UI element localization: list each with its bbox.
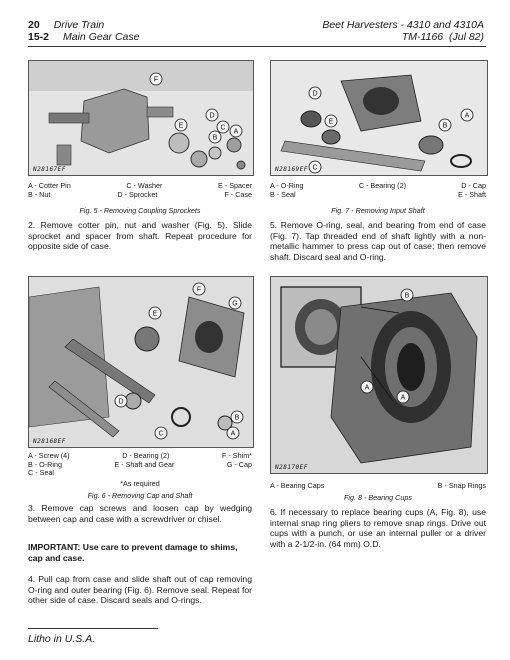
svg-text:F: F bbox=[153, 76, 159, 84]
fig7-legend bbox=[270, 182, 486, 199]
fig5-photo-id: N28167EF bbox=[33, 166, 66, 173]
svg-text:F: F bbox=[196, 286, 202, 294]
legend-item: E - Shaft and Gear bbox=[114, 459, 175, 469]
manual-title: Beet Harvesters - 4310 and 4310A bbox=[322, 19, 484, 31]
legend-item: A - Cotter Pin bbox=[28, 181, 71, 190]
fig7-caption: Fig. 7 - Removing Input Shaft bbox=[331, 206, 425, 215]
fig5-illustration bbox=[29, 61, 253, 175]
header-rule bbox=[28, 46, 486, 47]
header-left-bottom bbox=[28, 31, 139, 43]
footer-litho: Litho in U.S.A. bbox=[28, 633, 96, 645]
legend-item: B - O-Ring bbox=[28, 459, 62, 469]
legend-item: A - Screw (4) bbox=[28, 451, 70, 460]
fig7-photo-id: N28169EF bbox=[275, 166, 308, 173]
svg-text:B: B bbox=[404, 292, 410, 300]
fig7-photo bbox=[270, 60, 488, 176]
page-code: 15-2 bbox=[28, 31, 50, 43]
footer-rule bbox=[28, 628, 158, 629]
svg-text:A: A bbox=[230, 430, 236, 438]
legend-item: G - Cap bbox=[226, 459, 252, 469]
svg-text:B: B bbox=[212, 134, 218, 142]
fig5-photo bbox=[28, 60, 254, 176]
paragraph-6: 6. If necessary to replace bearing cups (A, Fig. 8), use internal snap ring pliers to remove snap rings. Drive out cups with a punch, or use an internal puller or a driver with a 2-1/2-in. (64 mm) O.D. bbox=[270, 507, 486, 549]
fig6-illustration bbox=[29, 277, 253, 447]
svg-text:B: B bbox=[234, 414, 240, 422]
fig6-legend bbox=[28, 452, 252, 478]
legend-item: B - Snap Rings bbox=[437, 481, 486, 490]
svg-text:D: D bbox=[118, 398, 124, 406]
legend-item: F - Case bbox=[224, 189, 252, 199]
manual-number: TM-1166 bbox=[401, 31, 444, 43]
fig8-illustration bbox=[271, 277, 487, 473]
svg-text:B: B bbox=[442, 122, 448, 130]
manual-date: (Jul 82) bbox=[448, 31, 484, 43]
fig8-caption: Fig. 8 - Bearing Cups bbox=[344, 493, 412, 502]
svg-text:C: C bbox=[220, 124, 226, 132]
legend-item: B - Nut bbox=[28, 189, 51, 199]
legend-item: F - Shim* bbox=[222, 451, 252, 460]
fig6-photo bbox=[28, 276, 254, 448]
svg-text:D: D bbox=[312, 90, 318, 98]
important-note: IMPORTANT: Use care to prevent damage to shims, cap and case. bbox=[28, 542, 238, 563]
svg-text:A: A bbox=[400, 394, 406, 402]
svg-text:E: E bbox=[178, 122, 184, 130]
fig5-legend bbox=[28, 182, 252, 199]
legend-item: B - Seal bbox=[270, 189, 296, 199]
legend-item: D - Bearing (2) bbox=[122, 451, 170, 460]
section-title: Drive Train bbox=[53, 19, 105, 31]
header-left-top bbox=[28, 19, 104, 31]
svg-text:A: A bbox=[364, 384, 370, 392]
svg-text:E: E bbox=[328, 118, 334, 126]
page-number: 20 bbox=[28, 19, 40, 31]
fig6-note: *As required bbox=[120, 479, 160, 488]
legend-item: D - Cap bbox=[461, 181, 486, 190]
fig6-photo-id: N28168EF bbox=[33, 438, 66, 445]
paragraph-3: 3. Remove cap screws and loosen cap by wedging between cap and case with a screwdriver or chisel. bbox=[28, 503, 252, 524]
fig6-caption: Fig. 6 - Removing Cap and Shaft bbox=[87, 491, 193, 500]
svg-text:C: C bbox=[158, 430, 164, 438]
svg-text:D: D bbox=[209, 112, 215, 120]
legend-item: A - Bearing Caps bbox=[270, 481, 325, 490]
legend-item: E - Spacer bbox=[218, 181, 252, 190]
legend-item: A - O-Ring bbox=[270, 181, 304, 190]
fig7-illustration bbox=[271, 61, 487, 175]
svg-text:E: E bbox=[152, 310, 158, 318]
paragraph-2: 2. Remove cotter pin, nut and washer (Fig. 5). Slide sprocket and spacer from shaft. Repeat procedure for opposite side of case. bbox=[28, 220, 252, 251]
subsection-title: Main Gear Case bbox=[63, 31, 140, 43]
paragraph-5: 5. Remove O-ring, seal, and bearing from end of case (Fig. 7). Tap threaded end of shaft lightly with a non-metallic hammer to press cap out of case; then remove shaft. Discard seal and O-ring. bbox=[270, 220, 486, 262]
svg-text:C: C bbox=[312, 164, 318, 172]
paragraph-4: 4. Pull cap from case and slide shaft out of cap removing O-ring and outer bearing (Fig. 6). Remove seal. Repeat for other side of case. Discard seals and O-rings. bbox=[28, 574, 252, 605]
fig8-legend bbox=[270, 482, 486, 491]
fig8-photo bbox=[270, 276, 488, 474]
legend-item: C - Seal bbox=[28, 468, 54, 478]
legend-item: C - Washer bbox=[126, 181, 163, 190]
legend-item: C - Bearing (2) bbox=[358, 181, 406, 190]
legend-item: E - Shaft bbox=[458, 189, 486, 199]
fig8-photo-id: N28170EF bbox=[275, 464, 308, 471]
legend-item: D - Sprocket bbox=[117, 189, 158, 199]
svg-text:G: G bbox=[232, 300, 238, 308]
manual-number-line bbox=[402, 31, 484, 43]
svg-text:A: A bbox=[233, 128, 239, 136]
svg-text:A: A bbox=[464, 112, 470, 120]
fig5-caption: Fig. 5 - Removing Coupling Sprockets bbox=[79, 206, 201, 215]
